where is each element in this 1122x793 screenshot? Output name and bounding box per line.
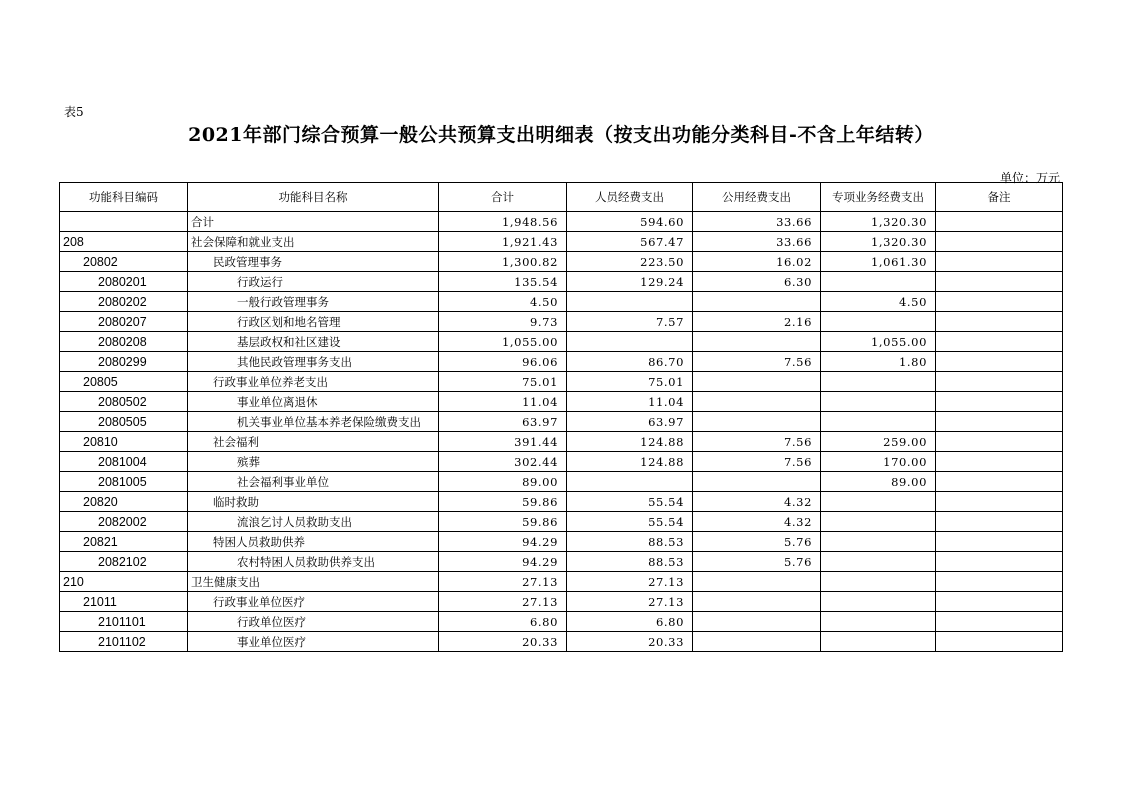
header-code: 功能科目编码 [60, 183, 188, 212]
name-cell: 卫生健康支出 [188, 572, 439, 592]
code-cell: 2081004 [60, 452, 188, 472]
public-cell: 7.56 [693, 452, 821, 472]
name-cell: 社会福利事业单位 [188, 472, 439, 492]
total-cell: 94.29 [439, 552, 567, 572]
remark-cell [936, 372, 1063, 392]
special-cell [821, 512, 936, 532]
remark-cell [936, 592, 1063, 612]
table-row [60, 392, 1063, 412]
table-row [60, 452, 1063, 472]
remark-cell [936, 252, 1063, 272]
expenditure-table [59, 182, 1063, 652]
public-cell [693, 612, 821, 632]
header-public: 公用经费支出 [693, 183, 821, 212]
code-cell: 2101102 [60, 632, 188, 652]
personnel-cell: 20.33 [567, 632, 693, 652]
public-cell: 6.30 [693, 272, 821, 292]
public-cell [693, 392, 821, 412]
table-number-label: 表5 [64, 105, 84, 119]
public-cell [693, 372, 821, 392]
personnel-cell: 129.24 [567, 272, 693, 292]
personnel-cell: 27.13 [567, 572, 693, 592]
header-total: 合计 [439, 183, 567, 212]
table-row [60, 592, 1063, 612]
total-cell: 27.13 [439, 572, 567, 592]
public-cell [693, 292, 821, 312]
table-row [60, 552, 1063, 572]
name-cell: 行政事业单位医疗 [188, 592, 439, 612]
code-cell: 20802 [60, 252, 188, 272]
personnel-cell: 86.70 [567, 352, 693, 372]
table-row [60, 492, 1063, 512]
remark-cell [936, 552, 1063, 572]
total-cell: 94.29 [439, 532, 567, 552]
table-row [60, 512, 1063, 532]
code-cell: 2101101 [60, 612, 188, 632]
special-cell: 1,061.30 [821, 252, 936, 272]
special-cell: 1.80 [821, 352, 936, 372]
public-cell: 4.32 [693, 512, 821, 532]
code-cell: 2080505 [60, 412, 188, 432]
personnel-cell: 7.57 [567, 312, 693, 332]
remark-cell [936, 492, 1063, 512]
special-cell [821, 492, 936, 512]
special-cell [821, 632, 936, 652]
personnel-cell: 88.53 [567, 552, 693, 572]
special-cell [821, 572, 936, 592]
name-cell: 行政事业单位养老支出 [188, 372, 439, 392]
public-cell: 33.66 [693, 232, 821, 252]
code-cell: 21011 [60, 592, 188, 612]
public-cell: 5.76 [693, 532, 821, 552]
name-cell: 基层政权和社区建设 [188, 332, 439, 352]
remark-cell [936, 272, 1063, 292]
remark-cell [936, 232, 1063, 252]
name-cell: 农村特困人员救助供养支出 [188, 552, 439, 572]
public-cell [693, 592, 821, 612]
special-cell: 170.00 [821, 452, 936, 472]
code-cell: 20820 [60, 492, 188, 512]
remark-cell [936, 532, 1063, 552]
name-cell: 社会保障和就业支出 [188, 232, 439, 252]
personnel-cell: 55.54 [567, 492, 693, 512]
name-cell: 临时救助 [188, 492, 439, 512]
public-cell: 5.76 [693, 552, 821, 572]
code-cell [60, 212, 188, 232]
table-row [60, 432, 1063, 452]
total-cell: 27.13 [439, 592, 567, 612]
public-cell [693, 472, 821, 492]
special-cell [821, 612, 936, 632]
unit-label: 单位：万元 [999, 171, 1060, 185]
personnel-cell [567, 472, 693, 492]
table-row [60, 372, 1063, 392]
name-cell: 特困人员救助供养 [188, 532, 439, 552]
table-row [60, 252, 1063, 272]
total-cell: 135.54 [439, 272, 567, 292]
public-cell: 2.16 [693, 312, 821, 332]
total-cell: 1,300.82 [439, 252, 567, 272]
public-cell [693, 332, 821, 352]
code-cell: 208 [60, 232, 188, 252]
public-cell: 7.56 [693, 432, 821, 452]
table-row [60, 292, 1063, 312]
remark-cell [936, 292, 1063, 312]
remark-cell [936, 412, 1063, 432]
table-row [60, 632, 1063, 652]
total-cell: 302.44 [439, 452, 567, 472]
special-cell [821, 592, 936, 612]
code-cell: 2080202 [60, 292, 188, 312]
total-cell: 96.06 [439, 352, 567, 372]
table-row [60, 572, 1063, 592]
special-cell [821, 272, 936, 292]
code-cell: 20805 [60, 372, 188, 392]
total-cell: 11.04 [439, 392, 567, 412]
remark-cell [936, 632, 1063, 652]
table-row [60, 312, 1063, 332]
public-cell [693, 572, 821, 592]
code-cell: 2080207 [60, 312, 188, 332]
special-cell: 4.50 [821, 292, 936, 312]
total-cell: 63.97 [439, 412, 567, 432]
table-header-row [60, 183, 1063, 212]
special-cell [821, 552, 936, 572]
personnel-cell: 11.04 [567, 392, 693, 412]
personnel-cell: 55.54 [567, 512, 693, 532]
name-cell: 行政单位医疗 [188, 612, 439, 632]
total-cell: 1,948.56 [439, 212, 567, 232]
code-cell: 210 [60, 572, 188, 592]
remark-cell [936, 572, 1063, 592]
special-cell: 259.00 [821, 432, 936, 452]
table-row [60, 412, 1063, 432]
remark-cell [936, 612, 1063, 632]
total-cell: 20.33 [439, 632, 567, 652]
personnel-cell [567, 332, 693, 352]
name-cell: 民政管理事务 [188, 252, 439, 272]
name-cell: 流浪乞讨人员救助支出 [188, 512, 439, 532]
public-cell: 7.56 [693, 352, 821, 372]
table-row [60, 352, 1063, 372]
special-cell: 1,320.30 [821, 212, 936, 232]
header-special: 专项业务经费支出 [821, 183, 936, 212]
table-row [60, 332, 1063, 352]
remark-cell [936, 392, 1063, 412]
public-cell: 4.32 [693, 492, 821, 512]
personnel-cell: 124.88 [567, 432, 693, 452]
total-cell: 89.00 [439, 472, 567, 492]
total-cell: 1,921.43 [439, 232, 567, 252]
special-cell [821, 372, 936, 392]
personnel-cell: 88.53 [567, 532, 693, 552]
code-cell: 2081005 [60, 472, 188, 492]
name-cell: 殡葬 [188, 452, 439, 472]
special-cell [821, 312, 936, 332]
code-cell: 2080201 [60, 272, 188, 292]
personnel-cell: 223.50 [567, 252, 693, 272]
total-cell: 391.44 [439, 432, 567, 452]
total-cell: 6.80 [439, 612, 567, 632]
table-row [60, 612, 1063, 632]
code-cell: 20821 [60, 532, 188, 552]
total-cell: 59.86 [439, 492, 567, 512]
name-cell: 事业单位离退休 [188, 392, 439, 412]
table-body [60, 212, 1063, 652]
personnel-cell: 75.01 [567, 372, 693, 392]
code-cell: 20810 [60, 432, 188, 452]
special-cell: 89.00 [821, 472, 936, 492]
special-cell [821, 532, 936, 552]
table-row [60, 272, 1063, 292]
public-cell: 16.02 [693, 252, 821, 272]
total-cell: 1,055.00 [439, 332, 567, 352]
table-row [60, 532, 1063, 552]
code-cell: 2080299 [60, 352, 188, 372]
personnel-cell: 6.80 [567, 612, 693, 632]
remark-cell [936, 452, 1063, 472]
name-cell: 一般行政管理事务 [188, 292, 439, 312]
name-cell: 机关事业单位基本养老保险缴费支出 [188, 412, 439, 432]
special-cell: 1,055.00 [821, 332, 936, 352]
name-cell: 合计 [188, 212, 439, 232]
header-remark: 备注 [936, 183, 1063, 212]
remark-cell [936, 432, 1063, 452]
remark-cell [936, 512, 1063, 532]
public-cell: 33.66 [693, 212, 821, 232]
personnel-cell [567, 292, 693, 312]
name-cell: 事业单位医疗 [188, 632, 439, 652]
table-row [60, 232, 1063, 252]
header-name: 功能科目名称 [188, 183, 439, 212]
total-cell: 75.01 [439, 372, 567, 392]
code-cell: 2082002 [60, 512, 188, 532]
special-cell [821, 392, 936, 412]
table-row [60, 212, 1063, 232]
code-cell: 2080208 [60, 332, 188, 352]
public-cell [693, 412, 821, 432]
personnel-cell: 27.13 [567, 592, 693, 612]
code-cell: 2082102 [60, 552, 188, 572]
personnel-cell: 567.47 [567, 232, 693, 252]
special-cell [821, 412, 936, 432]
total-cell: 4.50 [439, 292, 567, 312]
remark-cell [936, 212, 1063, 232]
name-cell: 其他民政管理事务支出 [188, 352, 439, 372]
personnel-cell: 63.97 [567, 412, 693, 432]
name-cell: 行政区划和地名管理 [188, 312, 439, 332]
page-title: 2021年部门综合预算一般公共预算支出明细表（按支出功能分类科目-不含上年结转） [188, 124, 934, 146]
code-cell: 2080502 [60, 392, 188, 412]
name-cell: 社会福利 [188, 432, 439, 452]
personnel-cell: 594.60 [567, 212, 693, 232]
remark-cell [936, 472, 1063, 492]
total-cell: 9.73 [439, 312, 567, 332]
remark-cell [936, 352, 1063, 372]
name-cell: 行政运行 [188, 272, 439, 292]
header-personnel: 人员经费支出 [567, 183, 693, 212]
remark-cell [936, 332, 1063, 352]
remark-cell [936, 312, 1063, 332]
public-cell [693, 632, 821, 652]
total-cell: 59.86 [439, 512, 567, 532]
personnel-cell: 124.88 [567, 452, 693, 472]
table-row [60, 472, 1063, 492]
special-cell: 1,320.30 [821, 232, 936, 252]
